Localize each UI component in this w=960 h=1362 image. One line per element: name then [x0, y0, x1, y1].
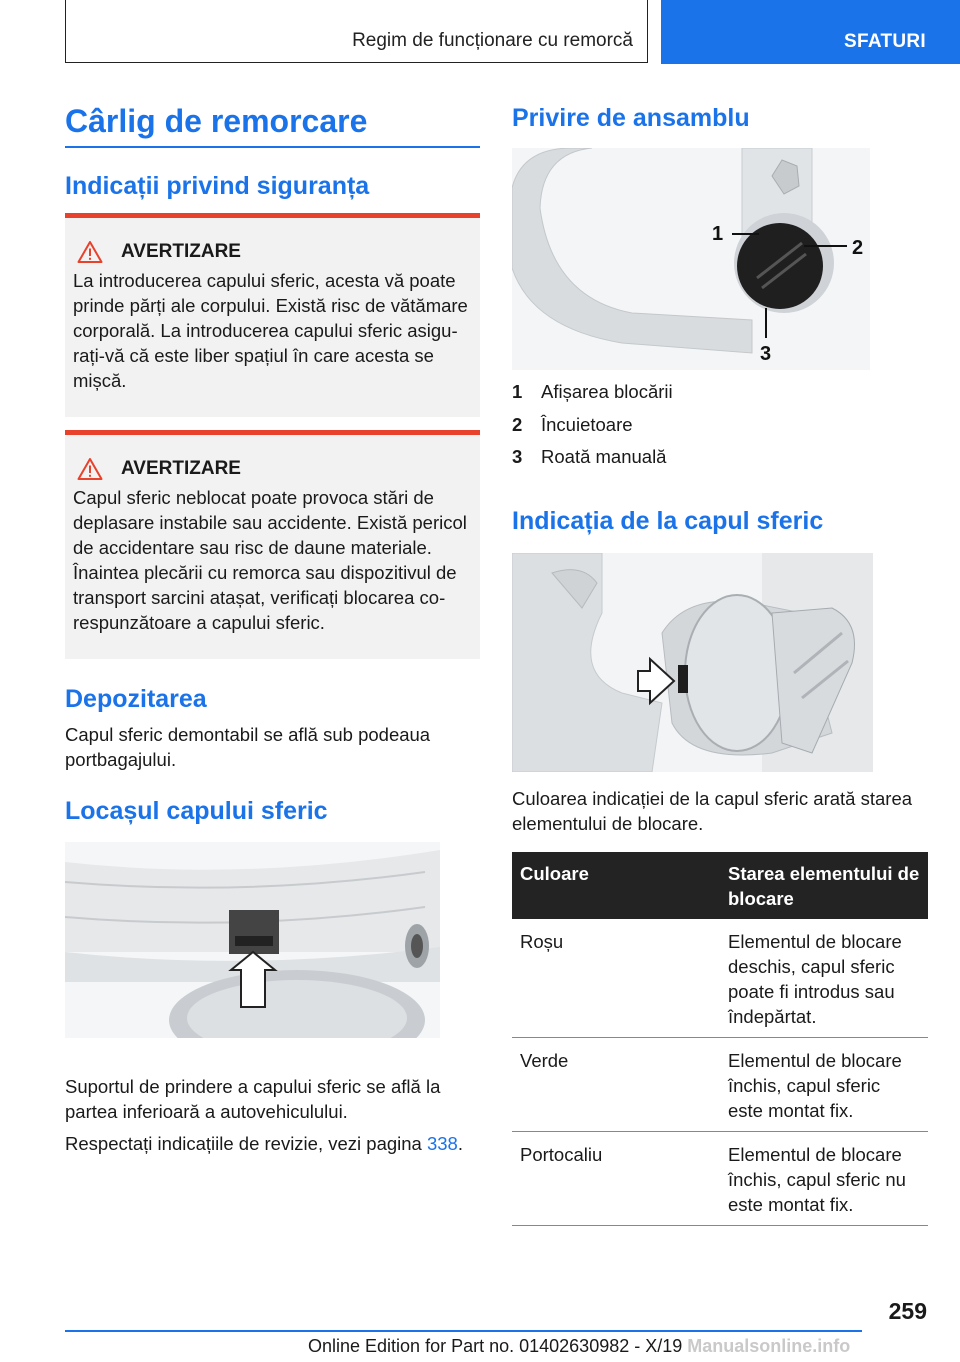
- indicator-status-table: [512, 852, 928, 1226]
- warning-triangle-icon: [77, 457, 103, 481]
- table-header-row: [512, 852, 928, 919]
- legend-item: [512, 381, 673, 414]
- warning-text: Capul sferic neblocat poate provoca stări de deplasare instabile sau accidente. Există pericol de accidentare sau risc de daune materiale. Înaintea plecării cu remorca sau dispozitivul de transport sarcini atașat, verificați blocarea corespunzătoare a capului sferic.: [73, 487, 467, 633]
- column-header-state: Starea elementului de blocare: [720, 852, 928, 919]
- indicator-heading: Indicația de la capul sferic: [512, 507, 824, 535]
- footer-edition: [308, 1336, 850, 1357]
- table-row: [512, 1132, 928, 1226]
- table-cell-state: Elementul de blocare deschis, capul sferic poate fi introdus sau îndepărtat.: [720, 919, 928, 1038]
- storage-text: Capul sferic demontabil se află sub podeaua portbagajului.: [65, 724, 431, 770]
- warning-header: [77, 240, 472, 264]
- callout-2: 2: [852, 237, 864, 259]
- socket-heading: Locașul capului sferic: [65, 797, 328, 825]
- page-number: 259: [888, 1298, 927, 1324]
- title-divider: [65, 146, 480, 148]
- legend-item: [512, 414, 673, 447]
- page-title: Cârlig de remorcare: [65, 103, 368, 139]
- overview-illustration: [512, 148, 870, 370]
- page-link-338[interactable]: 338: [426, 1133, 458, 1154]
- table-row: [512, 1038, 928, 1132]
- legend-item: [512, 446, 673, 479]
- indicator-illustration: [512, 553, 873, 772]
- socket-caption: Suportul de prindere a capului sferic se află la partea inferioară a autovehiculului.: [65, 1076, 441, 1122]
- socket-illustration: [65, 842, 440, 1038]
- warning-text: La introducerea capului sferic, acesta vă poate prinde părți ale corpului. Există risc de vătămare corporală. La introducerea capului sferic asigurați-vă că este liber spațiul în care acesta se mișcă.: [73, 270, 468, 391]
- warning-label: AVERTIZARE: [121, 458, 241, 479]
- tab-sfaturi[interactable]: [661, 0, 960, 64]
- edition-text: Online Edition for Part no. 01402630982 - X/19: [308, 1336, 683, 1356]
- warning-box: [65, 213, 480, 417]
- table-cell-color: Verde: [512, 1038, 720, 1132]
- footer-divider: [65, 1330, 862, 1332]
- revision-text: Respectați indicațiile de revizie, vezi pagina: [65, 1133, 422, 1154]
- storage-heading: Depozitarea: [65, 685, 207, 713]
- indicator-text: Culoarea indicației de la capul sferic arată starea elementului de blocare.: [512, 788, 913, 834]
- table-cell-color: Roșu: [512, 919, 720, 1038]
- table-cell-state: Elementul de blocare închis, capul sferic este montat fix.: [720, 1038, 928, 1132]
- table-cell-color: Portocaliu: [512, 1132, 720, 1226]
- legend-number: 3: [512, 446, 523, 467]
- table-row: [512, 919, 928, 1038]
- safety-heading: Indicații privind siguranța: [65, 172, 370, 200]
- legend-label: Roată manuală: [541, 446, 667, 467]
- overview-legend: [512, 381, 673, 479]
- callout-3: 3: [760, 343, 772, 365]
- warning-label: AVERTIZARE: [121, 241, 241, 262]
- callout-1: 1: [712, 223, 724, 245]
- tab-label: SFATURI: [844, 31, 926, 52]
- legend-label: Încuietoare: [541, 413, 633, 435]
- warning-triangle-icon: [77, 240, 103, 264]
- overview-heading: Privire de ansamblu: [512, 104, 750, 132]
- warning-box: [65, 430, 480, 659]
- legend-number: 1: [512, 381, 523, 402]
- section-title: Regim de funcționare cu remorcă: [352, 30, 633, 51]
- table-cell-state: Elementul de blocare închis, capul sferic nu este montat fix.: [720, 1132, 928, 1226]
- revision-end: .: [457, 1133, 463, 1154]
- watermark-text: Manualsonline.info: [687, 1336, 851, 1356]
- revision-note: [65, 1131, 480, 1156]
- legend-label: Afișarea blocării: [541, 381, 673, 402]
- header-section-box: [65, 0, 648, 63]
- column-header-color: Culoare: [512, 852, 720, 919]
- legend-number: 2: [512, 413, 523, 435]
- warning-header: [77, 457, 472, 481]
